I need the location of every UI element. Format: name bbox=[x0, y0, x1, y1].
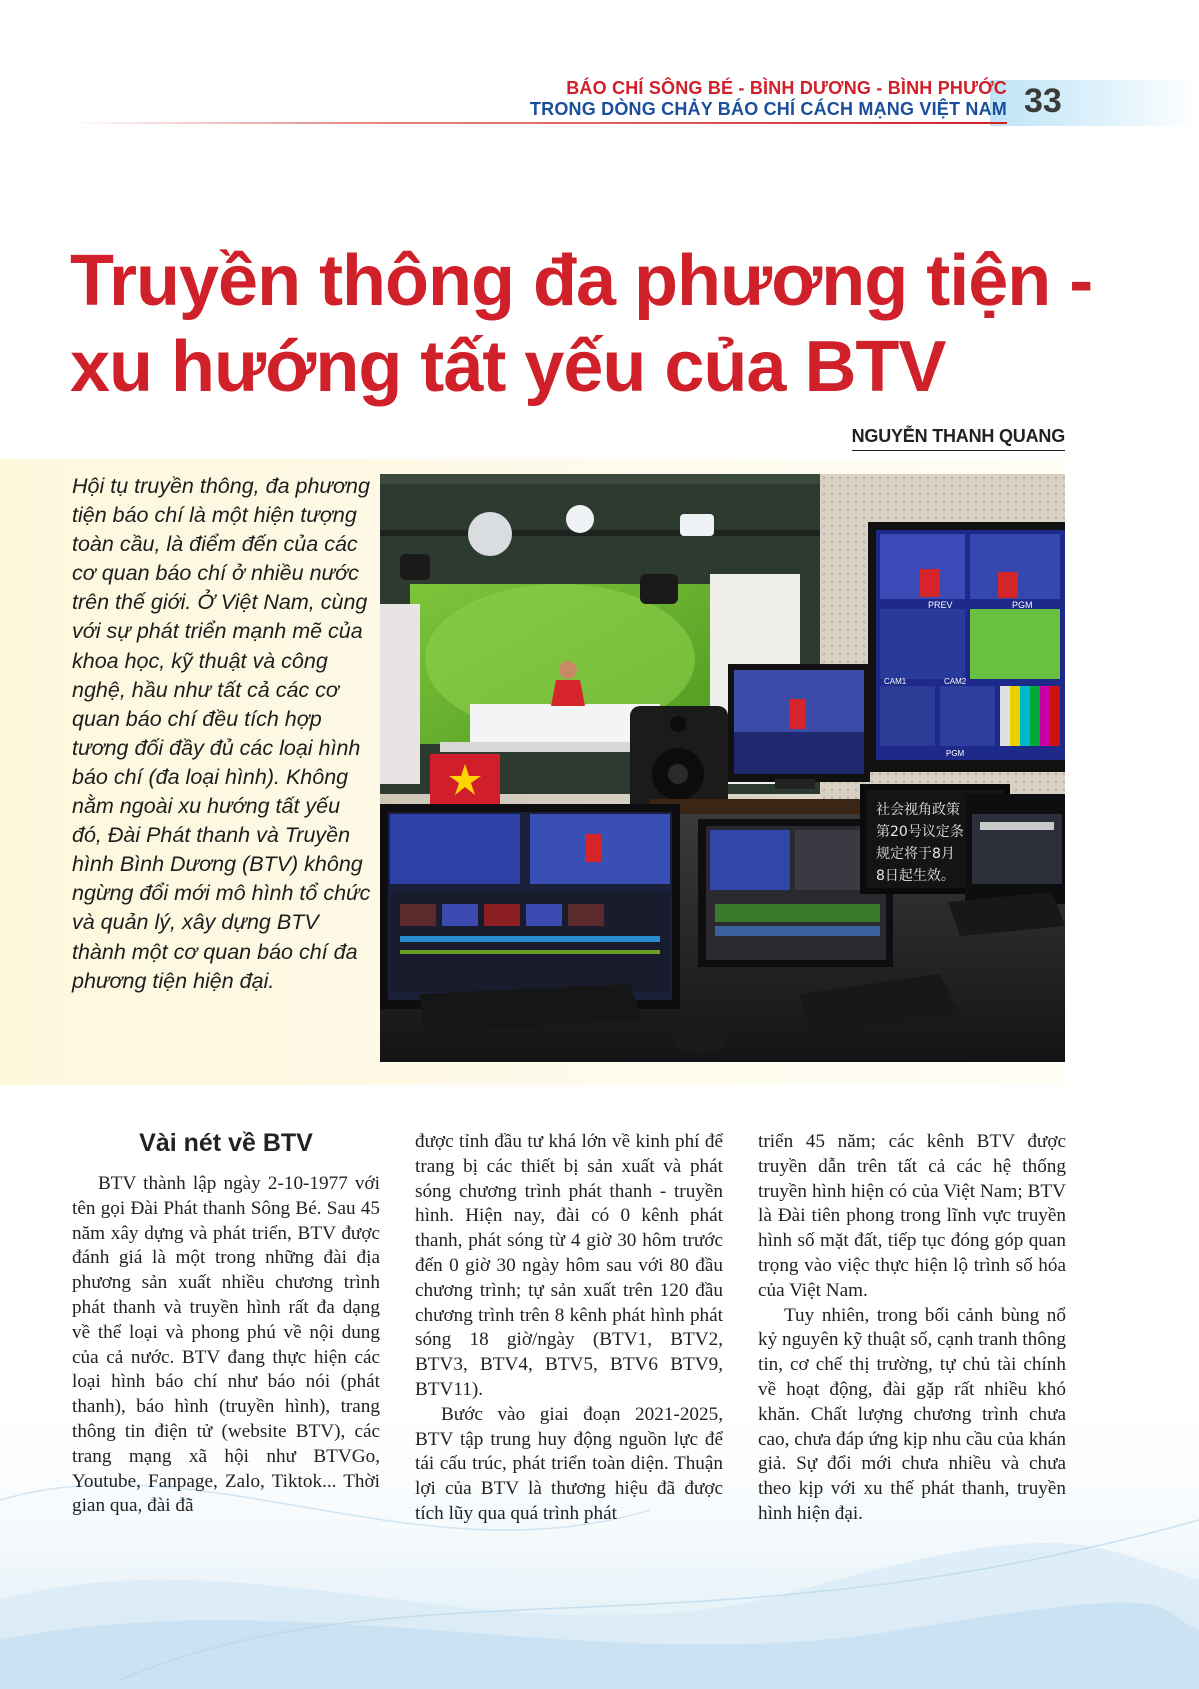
screen-text-line-3: 规定将于8月 bbox=[876, 846, 955, 862]
article-title bbox=[70, 238, 1150, 410]
control-room-photo bbox=[380, 474, 1065, 1062]
section-heading: Vài nét về BTV bbox=[139, 1129, 313, 1157]
body-paragraph-3: Tuy nhiên, trong bối cảnh bùng nổ kỷ nguyên kỹ thuật số, cạnh tranh thông tin, cơ chế thị trường, tự chủ tài chính về hoạt động, đài gặp rất nhiều khó khăn. Chất lượng chương trình chưa cao, chưa đáp ứng kịp nhu cầu của khán giả. Sự đổi mới chưa nhiều và chưa theo kịp với xu thế phát thanh, truyền hình hiện đại. bbox=[758, 1304, 1067, 1524]
header-accent-bar bbox=[990, 80, 1199, 126]
monitor-label-cam1: CAM1 bbox=[884, 677, 907, 686]
screen-text-line-4: 8日起生效。 bbox=[876, 868, 955, 884]
body-paragraph-2-continued: triển 45 năm; các kênh BTV được truyền dẫn trên tất cả các hệ thống truyền hình hiện có của Việt Nam; BTV là Đài tiên phong trong lĩnh vực truyền hình số mặt đất, tiếp tục đóng góp quan trọng vào việc thực hiện lộ trình số hóa của Việt Nam. bbox=[758, 1131, 1066, 1301]
monitor-label-pgm: PGM bbox=[1012, 600, 1033, 610]
monitor-label-pgm-2: PGM bbox=[946, 749, 965, 758]
header-divider bbox=[70, 122, 1007, 124]
article-title-line-1: Truyền thông đa phương tiện - bbox=[70, 241, 1093, 321]
header-publication-line: BÁO CHÍ SÔNG BÉ - BÌNH DƯƠNG - BÌNH PHƯỚC bbox=[566, 78, 1007, 98]
monitor-label-cam2: CAM2 bbox=[944, 677, 967, 686]
body-column-1 bbox=[72, 1128, 380, 1519]
header-subtitle-line: TRONG DÒNG CHẢY BÁO CHÍ CÁCH MẠNG VIỆT NAM bbox=[529, 99, 1007, 119]
body-column-3 bbox=[758, 1130, 1066, 1527]
article-lead: Hội tụ truyền thông, đa phương tiện báo chí là một hiện tượng toàn cầu, là điểm đến của các cơ quan báo chí ở nhiều nước trên thế giới. Ở Việt Nam, cùng với sự phát triển mạnh mẽ của khoa học, kỹ thuật và công nghệ, hầu như tất cả các cơ quan báo chí đều tích hợp tương đối đầy đủ các loại hình báo chí (đa loại hình). Không nằm ngoài xu hướng tất yếu đó, Đài Phát thanh và Truyền hình Bình Dương (BTV) không ngừng đổi mới mô hình tổ chức và quản lý, xây dựng BTV thành một cơ quan báo chí đa phương tiện hiện đại. bbox=[72, 474, 371, 993]
screen-text-line-1: 社会视角政策 bbox=[876, 802, 960, 818]
article-author: NGUYỄN THANH QUANG bbox=[852, 426, 1065, 451]
monitor-label-prev: PREV bbox=[928, 600, 953, 610]
screen-text-line-2: 第20号议定条 bbox=[876, 824, 964, 840]
article-title-line-2: xu hướng tất yếu của BTV bbox=[70, 327, 946, 407]
body-paragraph-2: Bước vào giai đoạn 2021-2025, BTV tập trung huy động nguồn lực để tái cấu trúc, phát triển toàn diện. Thuận lợi của BTV là thương hiệu đã được tích lũy qua quá trình phát bbox=[415, 1403, 723, 1524]
body-paragraph-1: BTV thành lập ngày 2-10-1977 với tên gọi Đài Phát thanh Sông Bé. Sau 45 năm xây dựng và phát triển, BTV được đánh giá là một trong những đài địa phương sản xuất nhiều chương trình phát thanh và truyền hình rất đa dạng về thể loại và phong phú về nội dung của cả nước. BTV đang thực hiện các loại hình báo chí như báo nói (phát thanh), báo hình (truyền hình), trang thông tin điện tử (website BTV), các trang mạng xã hội như BTVGo, Youtube, Fanpage, Zalo, Tiktok... Thời gian qua, đài đã bbox=[72, 1173, 380, 1517]
body-paragraph-1-continued: được tỉnh đầu tư khá lớn về kinh phí để trang bị các thiết bị sản xuất và phát sóng chương trình phát thanh - truyền hình. Hiện nay, đài có 0 kênh phát thanh, phát sóng từ 4 giờ 30 hôm trước đến 0 giờ 30 ngày hôm sau với 80 đầu chương trình; tự sản xuất trên 120 đầu chương trình trên 8 kênh phát hình phát sóng 18 giờ/ngày (BTV1, BTV2, BTV3, BTV4, BTV5, BTV6 BTV9, BTV11). bbox=[415, 1131, 723, 1400]
body-column-2 bbox=[415, 1130, 723, 1527]
page-number: 33 bbox=[1024, 82, 1062, 120]
